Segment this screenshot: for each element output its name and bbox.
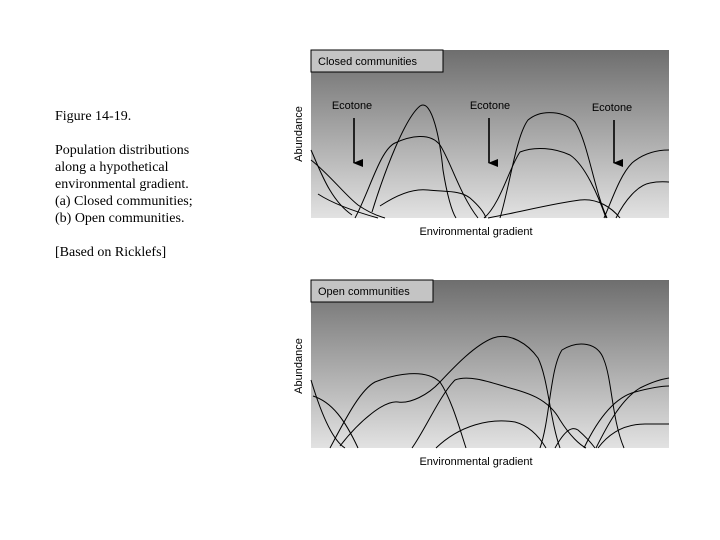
- closed-panel-background: [311, 50, 669, 218]
- caption-line-1: Population distributions: [55, 143, 190, 158]
- ecotone-label-1: Ecotone: [331, 100, 373, 112]
- caption-source: [Based on Ricklefs]: [55, 245, 167, 260]
- caption-line-5: (b) Open communities.: [55, 211, 185, 226]
- open-communities-panel: [293, 280, 669, 468]
- ecotone-label-3: Ecotone: [591, 102, 633, 114]
- open-ylabel: Abundance: [293, 338, 305, 394]
- ecotone-label-2: Ecotone: [469, 100, 511, 112]
- caption-line-2: along a hypothetical: [55, 160, 169, 175]
- closed-communities-panel: [293, 50, 669, 238]
- open-panel-title: Open communities: [318, 286, 410, 298]
- open-xlabel: Environmental gradient: [419, 456, 533, 468]
- closed-ylabel: Abundance: [293, 106, 305, 162]
- caption-line-4: (a) Closed communities;: [55, 194, 193, 209]
- open-panel-background: [311, 280, 669, 448]
- figure-label: Figure 14-19.: [55, 109, 132, 124]
- closed-panel-title: Closed communities: [318, 56, 418, 68]
- caption-line-3: environmental gradient.: [55, 177, 189, 192]
- closed-xlabel: Environmental gradient: [419, 226, 533, 238]
